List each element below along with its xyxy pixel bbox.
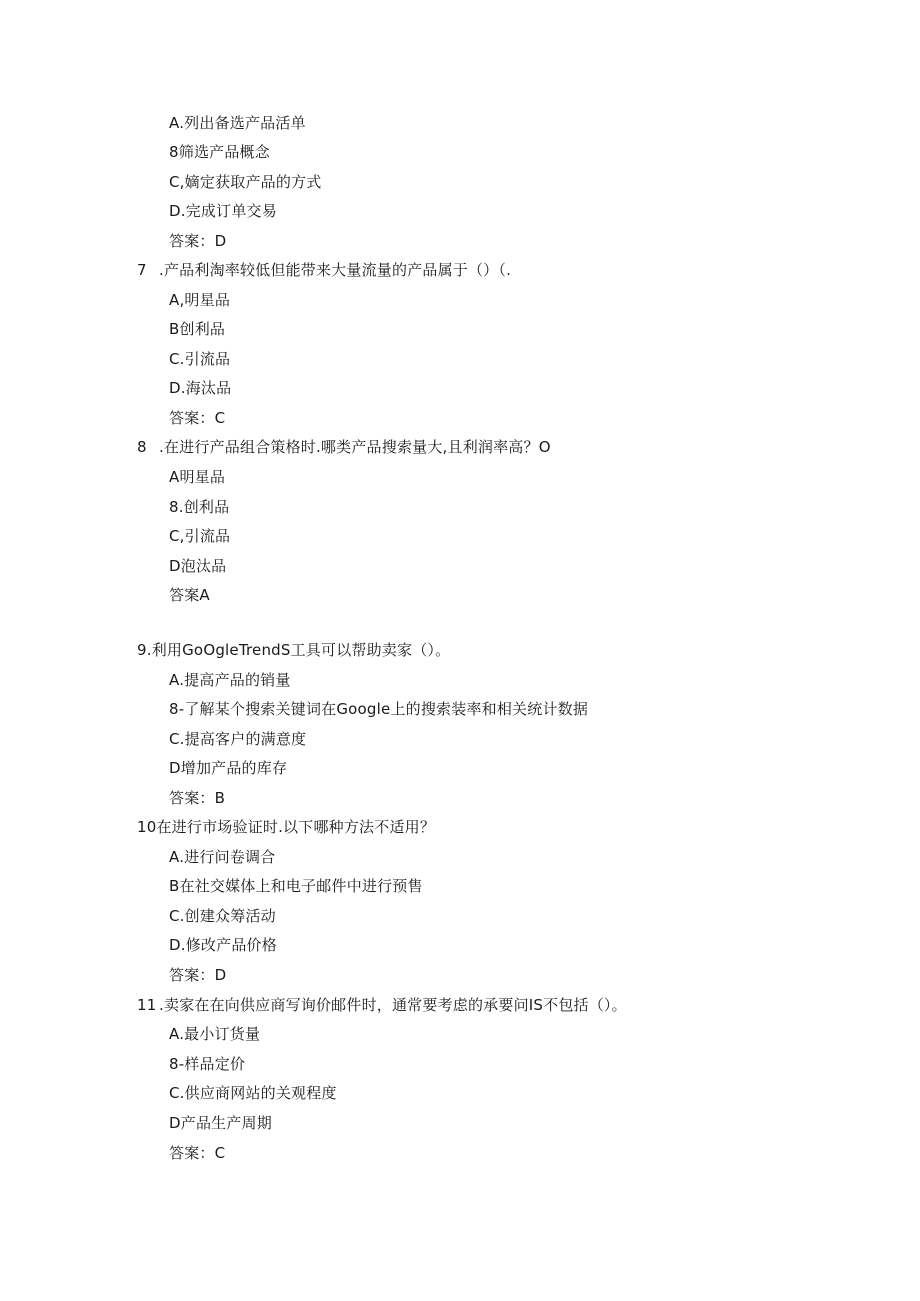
question-10: 10在进行市场验证时.以下哪种方法不适用？ <box>137 818 436 836</box>
answer-line: 答案A <box>169 586 210 604</box>
option-a: A.列出备选产品活单 <box>169 114 306 132</box>
option-d: D增加产品的库存 <box>169 759 288 777</box>
option-a: A明星品 <box>169 468 226 486</box>
option-d: D泡汰品 <box>169 557 227 575</box>
option-a: A,明星品 <box>169 291 231 309</box>
question-stem: .在进行产品组合策格时.哪类产品搜索量大,且利润率高？O <box>159 438 551 456</box>
option-c: C.创建众筹活动 <box>169 907 276 925</box>
answer-line: 答案：C <box>169 1144 226 1162</box>
option-d: D.海汰品 <box>169 379 232 397</box>
question-stem: .产品利淘率较低但能带来大量流量的产品属于（）（. <box>159 261 512 279</box>
question-number: 11 <box>137 996 157 1014</box>
option-c: C,引流品 <box>169 527 231 545</box>
option-b: 8.创利品 <box>169 498 230 516</box>
option-b: B在社交媒体上和电子邮件中进行预售 <box>169 877 423 895</box>
option-d: D.完成订单交易 <box>169 202 277 220</box>
answer-line: 答案：D <box>169 966 227 984</box>
option-c: C.引流品 <box>169 350 231 368</box>
option-a: A.进行问卷调合 <box>169 848 276 866</box>
option-c: C.提高客户的满意度 <box>169 730 307 748</box>
question-8 <box>137 437 551 457</box>
question-number: 8 <box>137 438 147 456</box>
question-9: 9.利用GoOgleTrendS工具可以帮助卖家（）。 <box>137 641 451 659</box>
option-c: C,嫡定获取产品的方式 <box>169 173 322 191</box>
question-7 <box>137 260 511 280</box>
option-b: 8筛选产品概念 <box>169 143 270 161</box>
option-a: A.提高产品的销量 <box>169 671 291 689</box>
option-b: 8-了解某个搜索关键词在Google上的搜索装率和相关统计数据 <box>169 700 589 718</box>
option-d: D产品生产周期 <box>169 1114 272 1132</box>
option-c: C.供应商网站的关观程度 <box>169 1084 337 1102</box>
option-b: B创利品 <box>169 320 226 338</box>
option-d: D.修改产品价格 <box>169 936 277 954</box>
option-a: A.最小订货量 <box>169 1025 261 1043</box>
answer-line: 答案：D <box>169 232 227 250</box>
option-b: 8-样品定价 <box>169 1055 246 1073</box>
question-11 <box>137 995 627 1015</box>
answer-line: 答案：C <box>169 409 226 427</box>
answer-line: 答案：B <box>169 789 226 807</box>
question-stem: .卖家在在向供应商写询价邮件时，通常要考虑的承要问IS不包括（）。 <box>159 996 627 1014</box>
question-number: 7 <box>137 261 147 279</box>
